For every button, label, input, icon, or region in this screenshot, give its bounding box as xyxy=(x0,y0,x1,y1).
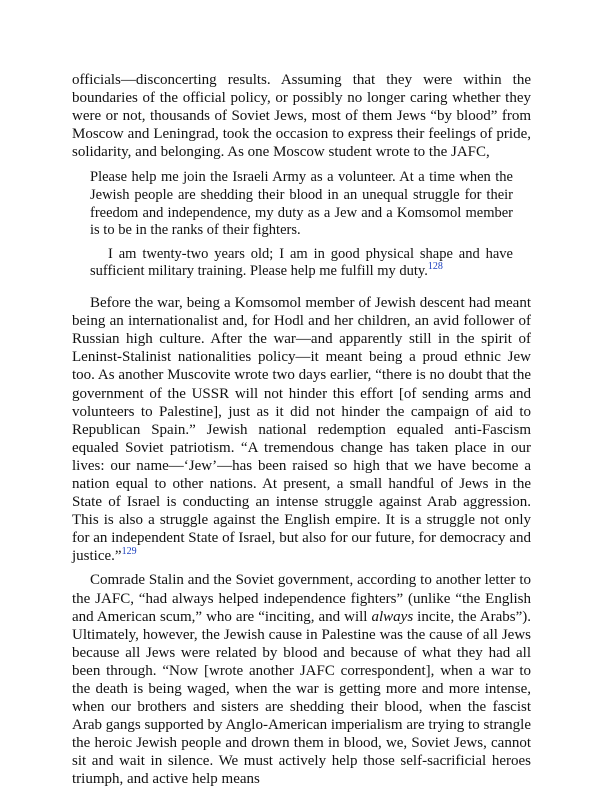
quote-paragraph-1: Please help me join the Israeli Army as a volunteer. At a time when the Jewish people are shedding their blood in an unequal struggle for their freedom and independence, my duty as a Jew and a Komsomol member is to be in the ranks of their fighters. xyxy=(90,169,513,239)
paragraph-stalin xyxy=(72,571,531,788)
paragraph-stalin-italic: always xyxy=(371,608,414,625)
block-quote xyxy=(90,169,513,281)
page-body xyxy=(72,71,531,789)
paragraph-komsomol xyxy=(72,294,531,565)
paragraph-continuation: officials—disconcerting results. Assuming that they were within the boundaries of the official policy, or possibly no longer caring whether they were or not, thousands of Soviet Jews, most of them Jews “by blood” from Moscow and Leningrad, took the occasion to express their feelings of pride, solidarity, and belonging. As one Moscow student wrote to the JAFC, xyxy=(72,72,531,161)
quote-paragraph-2-text: I am twenty-two years old; I am in good physical shape and have sufficient military training. Please help me fulfill my duty. xyxy=(90,245,513,280)
quote-paragraph-2 xyxy=(90,246,513,281)
footnote-ref-128[interactable]: 128 xyxy=(427,261,443,273)
paragraph-stalin-text-2: incite, the Arabs”). Ultimately, however, the Jewish cause in Palestine was the cause of all Jews because all Jews were related by blood and because of what they had all been through. “Now [wrote another JAFC correspondent], when a war to the death is being waged, when the war is getting more and more intense, when our brothers and sisters are shedding their blood, when the fascist Arab gangs supported by Anglo-American imperialism are trying to strangle the heroic Jewish people and drown them in blood, we, Soviet Jews, cannot sit and wait in silence. We must actively help those self-sacrificial heroes triumph, and active help means xyxy=(72,608,531,788)
paragraph-stalin-text-1: Comrade Stalin and the Soviet government, according to another letter to the JAFC, “had always helped independence fighters” (unlike “the English and American scum,” who are “inciting, and will xyxy=(72,572,531,625)
paragraph-komsomol-text: Before the war, being a Komsomol member of Jewish descent had meant being an internationalist and, for Hodl and her children, an avid follower of Russian high culture. After the war—and apparently still in the spirit of Leninst-Stalinist nationalities policy—it meant being a proud ethnic Jew too. As another Muscovite wrote two days earlier, “there is no doubt that the government of the USSR will not hinder this effort [of sending arms and volunteers to Palestine], just as it did not hinder the campaign of aid to Republican Spain.” Jewish national redemption equaled anti-Fascism equaled Soviet patriotism. “A tremendous change has taken place in our lives: our name—‘Jew’—has been raised so high that we have become a nation equal to other nations. At present, a small handful of Jews in the State of Israel is conducting an intense struggle against Arab aggression. This is also a struggle against the English empire. It is a struggle not only for an independent State of Israel, but also for our future, for democracy and justice.” xyxy=(72,295,531,565)
footnote-ref-129[interactable]: 129 xyxy=(121,546,137,558)
